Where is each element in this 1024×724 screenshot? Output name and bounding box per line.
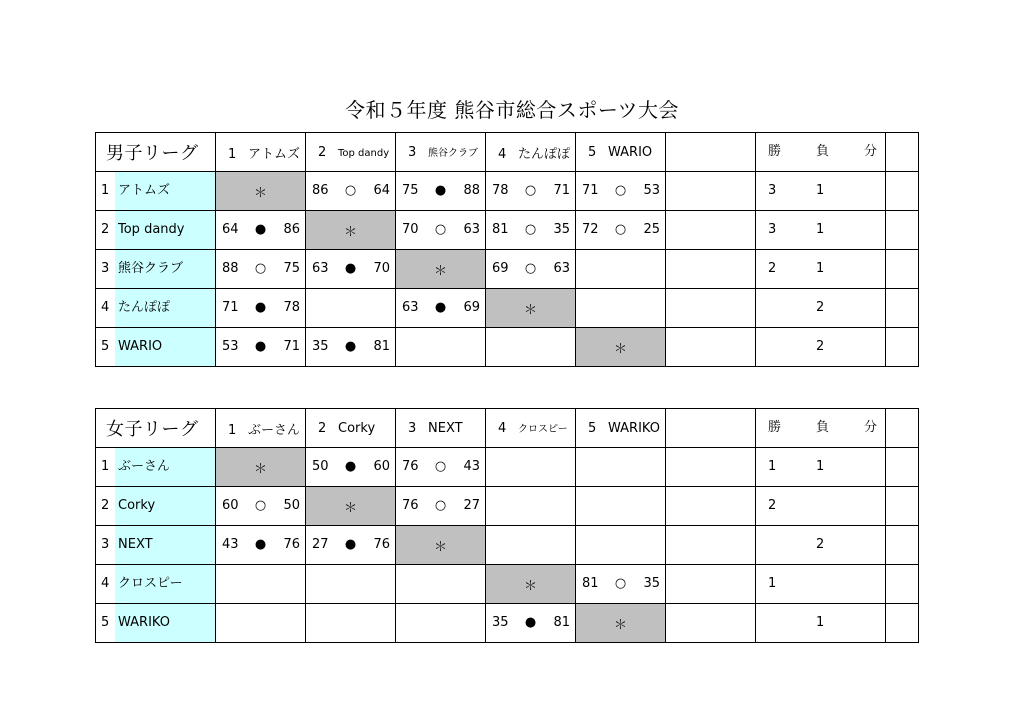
team-number: 5 [101,339,110,354]
result-mark: ○ [344,183,357,198]
diagonal-cell: ＊ [306,487,396,526]
record-cell [756,289,886,328]
row-team [96,328,216,367]
score-cell [216,289,306,328]
blank-cell [886,409,919,448]
team-name: Top dandy [115,211,215,249]
score-cell [486,604,576,643]
blank-cell [886,448,919,487]
team-number: 5 [588,144,597,160]
header-row [96,133,919,172]
diagonal-cell: ＊ [216,448,306,487]
result-mark: ● [344,459,357,474]
score-cell [576,211,666,250]
own-score: 76 [402,459,419,474]
own-score: 64 [222,222,239,237]
team-number: 3 [408,420,417,436]
table-row [96,328,919,367]
score-cell [216,604,306,643]
opponent-score: 53 [643,183,660,198]
result-mark: ○ [614,183,627,198]
team-number: 3 [101,537,110,552]
result-mark: ● [434,300,447,315]
column-header-team [486,133,576,172]
team-name: クロスピー [518,424,568,435]
score-cell [306,172,396,211]
diagonal-cell: ＊ [486,565,576,604]
score-cell [396,289,486,328]
column-header-team [306,409,396,448]
column-header-team [216,409,306,448]
result-mark: ○ [524,261,537,276]
win-header: 勝 [768,144,782,159]
result-mark: ● [344,537,357,552]
losses: 1 [816,183,825,198]
blank-cell [886,289,919,328]
team-number: 5 [588,420,597,436]
wins: 2 [768,498,777,513]
score-cell [576,250,666,289]
row-team [96,289,216,328]
own-score: 71 [222,300,239,315]
opponent-score: 35 [643,576,660,591]
score-cell [306,526,396,565]
own-score: 63 [312,261,329,276]
opponent-score: 81 [373,339,390,354]
own-score: 70 [402,222,419,237]
league-title: 女子リーグ [96,409,216,448]
score-cell [216,487,306,526]
team-name: WARIKO [608,420,660,436]
blank-cell [886,133,919,172]
blank-cell [886,487,919,526]
score-cell [396,172,486,211]
team-name: 熊谷クラブ [115,250,215,288]
blank-cell [666,172,756,211]
record-cell [756,328,886,367]
blank-cell [886,250,919,289]
team-name: ぶーさん [115,448,215,486]
result-mark: ○ [434,459,447,474]
row-team [96,448,216,487]
team-name: Top dandy [338,147,390,159]
opponent-score: 88 [463,183,480,198]
blank-cell [886,526,919,565]
record-header [756,133,886,172]
own-score: 50 [312,459,329,474]
blank-cell [666,565,756,604]
team-name: Corky [115,487,215,525]
draw-header: 分 [864,144,878,159]
row-team [96,172,216,211]
record-cell [756,172,886,211]
own-score: 81 [492,222,509,237]
result-mark: ○ [614,576,627,591]
own-score: 75 [402,183,419,198]
opponent-score: 70 [373,261,390,276]
score-cell [306,328,396,367]
diagonal-cell: ＊ [396,250,486,289]
opponent-score: 69 [463,300,480,315]
losses: 2 [816,339,825,354]
score-cell [486,487,576,526]
score-cell [396,448,486,487]
own-score: 60 [222,498,239,513]
losses: 1 [816,261,825,276]
losses: 2 [816,537,825,552]
team-name: アトムズ [248,146,301,162]
row-team [96,565,216,604]
score-cell [576,526,666,565]
diagonal-cell: ＊ [576,604,666,643]
team-number: 2 [101,222,110,237]
blank-cell [666,526,756,565]
table-row [96,604,919,643]
result-mark: ○ [254,498,267,513]
column-header-team [396,409,486,448]
opponent-score: 63 [463,222,480,237]
table-row [96,565,919,604]
team-number: 4 [101,300,110,315]
score-cell [396,211,486,250]
column-header-team [576,133,666,172]
record-cell [756,565,886,604]
team-name: NEXT [428,420,463,436]
result-mark: ● [254,300,267,315]
score-cell [486,211,576,250]
opponent-score: 25 [643,222,660,237]
team-number: 2 [318,144,327,160]
league-title: 男子リーグ [96,133,216,172]
opponent-score: 81 [553,615,570,630]
blank-cell [666,289,756,328]
table-row [96,250,919,289]
team-number: 4 [498,421,507,436]
score-cell [576,565,666,604]
team-number: 1 [101,183,110,198]
record-cell [756,526,886,565]
team-name: WARIO [608,144,653,160]
diagonal-cell: ＊ [396,526,486,565]
score-cell [306,448,396,487]
own-score: 69 [492,261,509,276]
column-header-team [486,409,576,448]
opponent-score: 64 [373,183,390,198]
result-mark: ○ [434,498,447,513]
blank-cell [666,250,756,289]
column-header-team [396,133,486,172]
blank-cell [666,448,756,487]
column-header-team [306,133,396,172]
blank-cell [666,487,756,526]
team-name: ぶーさん [248,422,301,438]
result-mark: ○ [524,183,537,198]
loss-header: 負 [816,144,830,159]
table-row [96,448,919,487]
team-number: 1 [228,422,237,438]
team-number: 4 [101,576,110,591]
page-title: 令和５年度 熊谷市総合スポーツ大会 [344,98,680,122]
score-cell [306,289,396,328]
wins: 1 [768,576,777,591]
score-cell [576,289,666,328]
diagonal-cell: ＊ [216,172,306,211]
result-mark: ● [344,261,357,276]
team-number: 2 [318,420,327,436]
opponent-score: 50 [283,498,300,513]
losses: 2 [816,300,825,315]
wins: 2 [768,261,777,276]
row-team [96,211,216,250]
blank-cell [666,604,756,643]
row-team [96,487,216,526]
column-header-team [576,409,666,448]
score-cell [576,448,666,487]
blank-cell [886,211,919,250]
record-header [756,409,886,448]
score-cell [396,565,486,604]
team-name: たんぽぽ [115,289,215,327]
diagonal-cell: ＊ [306,211,396,250]
opponent-score: 43 [463,459,480,474]
column-header-team [216,133,306,172]
score-cell [396,328,486,367]
score-cell [396,604,486,643]
score-cell [576,487,666,526]
table-row [96,487,919,526]
opponent-score: 86 [283,222,300,237]
own-score: 76 [402,498,419,513]
own-score: 88 [222,261,239,276]
team-name: 熊谷クラブ [428,148,478,159]
record-cell [756,604,886,643]
score-cell [306,250,396,289]
opponent-score: 76 [283,537,300,552]
own-score: 81 [582,576,599,591]
team-name: アトムズ [115,172,215,210]
score-cell [486,172,576,211]
blank-cell [666,409,756,448]
record-cell [756,211,886,250]
blank-cell [666,211,756,250]
own-score: 78 [492,183,509,198]
wins: 3 [768,183,777,198]
team-name: NEXT [115,526,215,564]
blank-cell [886,328,919,367]
row-team [96,526,216,565]
wins: 1 [768,459,777,474]
team-number: 1 [228,146,237,162]
losses: 1 [816,459,825,474]
team-number: 3 [101,261,110,276]
result-mark: ● [524,615,537,630]
score-cell [486,526,576,565]
result-mark: ● [254,222,267,237]
opponent-score: 27 [463,498,480,513]
result-mark: ● [254,339,267,354]
team-name: たんぽぽ [518,146,571,162]
team-name: クロスピー [115,565,215,603]
own-score: 53 [222,339,239,354]
opponent-score: 63 [553,261,570,276]
own-score: 71 [582,183,599,198]
womens-league-table [95,408,919,643]
opponent-score: 71 [283,339,300,354]
score-cell [306,565,396,604]
header-row [96,409,919,448]
own-score: 35 [312,339,329,354]
record-cell [756,448,886,487]
table-row [96,526,919,565]
score-cell [396,487,486,526]
team-number: 4 [498,146,507,162]
row-team [96,250,216,289]
own-score: 72 [582,222,599,237]
table-row [96,211,919,250]
diagonal-cell: ＊ [576,328,666,367]
score-cell [306,604,396,643]
wins: 3 [768,222,777,237]
team-number: 5 [101,615,110,630]
team-number: 2 [101,498,110,513]
blank-cell [886,604,919,643]
own-score: 27 [312,537,329,552]
opponent-score: 78 [283,300,300,315]
score-cell [576,172,666,211]
blank-cell [886,172,919,211]
score-cell [216,211,306,250]
mens-league-table [95,132,919,367]
score-cell [486,250,576,289]
draw-header: 分 [864,420,878,435]
team-number: 3 [408,145,417,160]
table-row [96,172,919,211]
result-mark: ○ [254,261,267,276]
blank-cell [886,565,919,604]
own-score: 86 [312,183,329,198]
opponent-score: 71 [553,183,570,198]
opponent-score: 76 [373,537,390,552]
score-cell [486,328,576,367]
record-cell [756,487,886,526]
result-mark: ○ [524,222,537,237]
result-mark: ● [254,537,267,552]
own-score: 35 [492,615,509,630]
blank-cell [666,133,756,172]
score-cell [486,448,576,487]
team-name: Corky [338,420,376,436]
result-mark: ○ [434,222,447,237]
blank-cell [666,328,756,367]
row-team [96,604,216,643]
loss-header: 負 [816,420,830,435]
team-name: WARIO [115,328,215,366]
own-score: 43 [222,537,239,552]
losses: 1 [816,615,825,630]
result-mark: ● [434,183,447,198]
team-name: WARIKO [115,604,215,642]
opponent-score: 35 [553,222,570,237]
score-cell [216,526,306,565]
team-number: 1 [101,459,110,474]
own-score: 63 [402,300,419,315]
score-cell [216,250,306,289]
win-header: 勝 [768,420,782,435]
opponent-score: 75 [283,261,300,276]
diagonal-cell: ＊ [486,289,576,328]
result-mark: ● [344,339,357,354]
score-cell [216,328,306,367]
score-cell [216,565,306,604]
opponent-score: 60 [373,459,390,474]
result-mark: ○ [614,222,627,237]
table-row [96,289,919,328]
losses: 1 [816,222,825,237]
record-cell [756,250,886,289]
